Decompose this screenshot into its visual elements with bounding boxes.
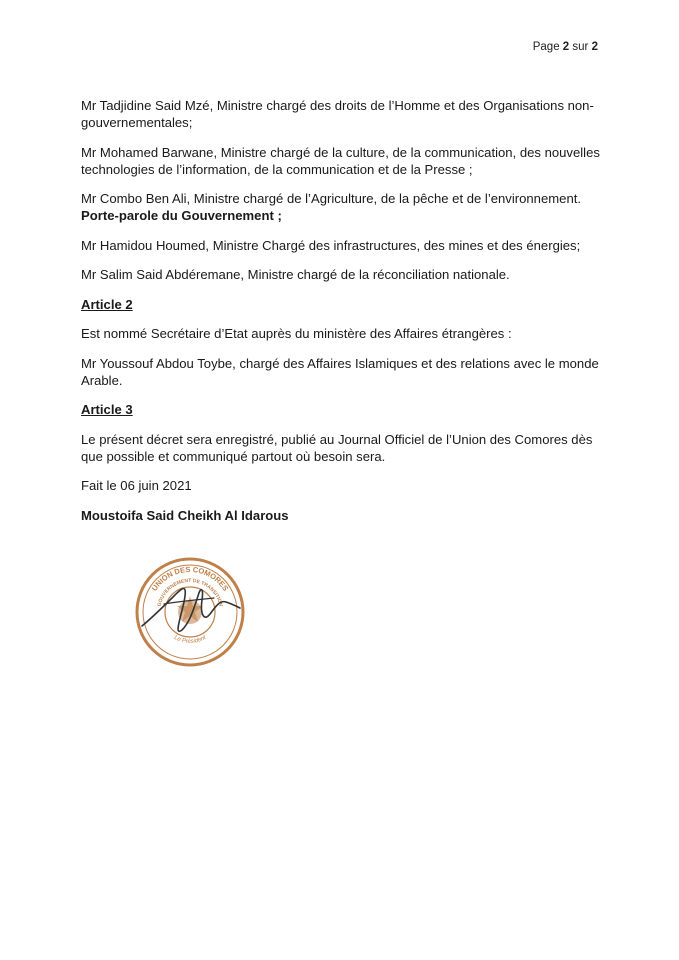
minister-entry: Mr Hamidou Houmed, Ministre Chargé des infrastructures, des mines et des énergies; (81, 237, 581, 253)
stamp-bottom-text: Le Président (172, 634, 208, 645)
minister-entry: Mr Salim Said Abdéremane, Ministre chargé de la réconciliation nationale. (81, 267, 510, 282)
document-body (81, 97, 601, 536)
article-2-intro: Est nommé Secrétaire d’Etat auprès du ministère des Affaires étrangères : (81, 326, 512, 341)
spokesperson-note: Porte-parole du Gouvernement ; (81, 208, 282, 223)
article-2-appointee: Mr Youssouf Abdou Toybe, chargé des Affaires Islamiques et des relations avec le monde Arable. (81, 355, 599, 388)
signatory-name: Moustoifa Said Cheikh Al Idarous (81, 507, 289, 523)
stamp-inner-text: GOUVERNEMENT DE TRANSITION (156, 577, 224, 608)
official-stamp (134, 556, 246, 668)
page-number: Page 2 sur 2 (532, 41, 598, 53)
minister-entry: Mr Mohamed Barwane, Ministre chargé de la culture, de la communication, des nouvelles technologies de l’information, de la communication et de la Presse ; (81, 144, 600, 177)
article-3-text: Le présent décret sera enregistré, publié au Journal Officiel de l’Union des Comores dès que possible et communiqué partout où besoin sera. (81, 431, 593, 464)
article-3-heading: Article 3 (81, 402, 133, 417)
stamp-top-text: UNION DES COMORES (149, 564, 231, 593)
minister-entry: Mr Tadjidine Said Mzé, Ministre chargé des droits de l’Homme et des Organisations non-gouvernementales; (81, 98, 594, 130)
date-line: Fait le 06 juin 2021 (81, 478, 192, 493)
article-2-heading: Article 2 (81, 296, 133, 312)
minister-entry: Mr Combo Ben Ali, Ministre chargé de l’Agriculture, de la pêche et de l’environnement. Porte-parole du Gouvernement ; (81, 191, 581, 223)
